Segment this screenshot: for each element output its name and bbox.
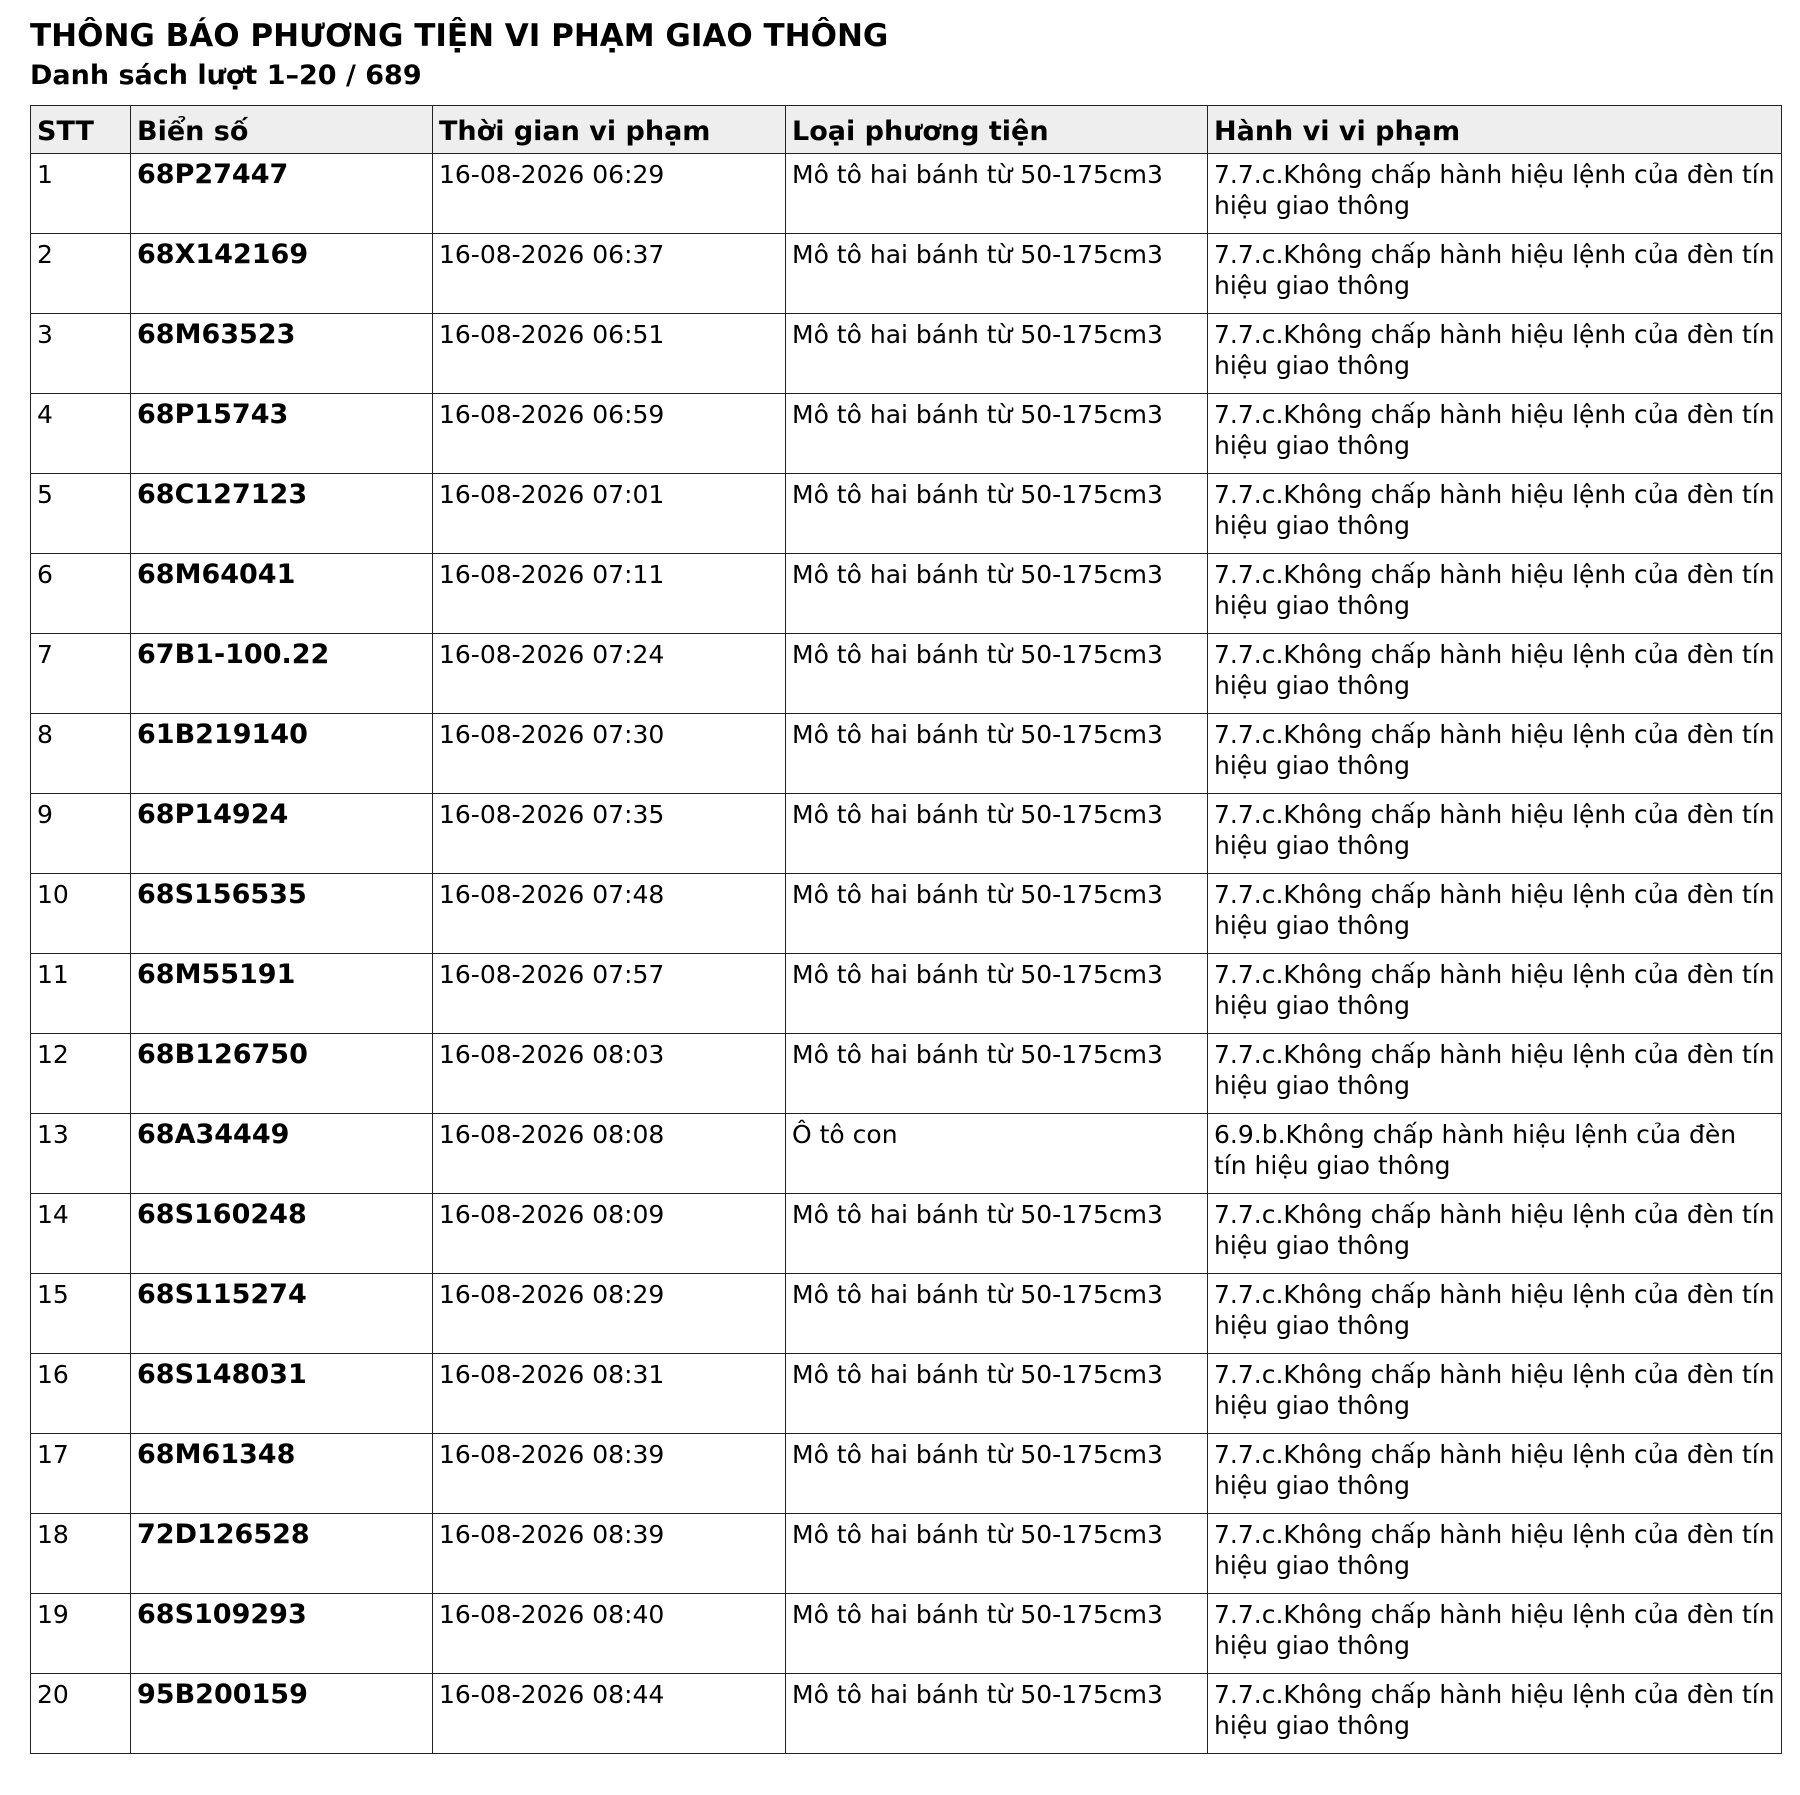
cell-stt: 11 xyxy=(31,954,131,1034)
cell-vehicle-type: Mô tô hai bánh từ 50-175cm3 xyxy=(786,154,1208,234)
cell-time: 16-08-2026 08:39 xyxy=(433,1514,786,1594)
table-row xyxy=(31,954,1782,1034)
cell-stt: 1 xyxy=(31,154,131,234)
cell-plate: 68S115274 xyxy=(131,1274,433,1354)
cell-time: 16-08-2026 07:48 xyxy=(433,874,786,954)
table-header xyxy=(31,106,1782,154)
cell-violation: 6.9.b.Không chấp hành hiệu lệnh của đèn tín hiệu giao thông xyxy=(1208,1114,1782,1194)
cell-violation: 7.7.c.Không chấp hành hiệu lệnh của đèn tín hiệu giao thông xyxy=(1208,954,1782,1034)
cell-plate: 68S109293 xyxy=(131,1594,433,1674)
cell-plate: 68P14924 xyxy=(131,794,433,874)
cell-vehicle-type: Ô tô con xyxy=(786,1114,1208,1194)
cell-vehicle-type: Mô tô hai bánh từ 50-175cm3 xyxy=(786,1514,1208,1594)
cell-violation: 7.7.c.Không chấp hành hiệu lệnh của đèn tín hiệu giao thông xyxy=(1208,874,1782,954)
cell-vehicle-type: Mô tô hai bánh từ 50-175cm3 xyxy=(786,634,1208,714)
cell-time: 16-08-2026 07:24 xyxy=(433,634,786,714)
cell-stt: 8 xyxy=(31,714,131,794)
cell-vehicle-type: Mô tô hai bánh từ 50-175cm3 xyxy=(786,1434,1208,1514)
cell-vehicle-type: Mô tô hai bánh từ 50-175cm3 xyxy=(786,474,1208,554)
cell-plate: 68S148031 xyxy=(131,1354,433,1434)
cell-stt: 7 xyxy=(31,634,131,714)
cell-time: 16-08-2026 07:01 xyxy=(433,474,786,554)
cell-vehicle-type: Mô tô hai bánh từ 50-175cm3 xyxy=(786,234,1208,314)
cell-stt: 16 xyxy=(31,1354,131,1434)
cell-violation: 7.7.c.Không chấp hành hiệu lệnh của đèn tín hiệu giao thông xyxy=(1208,474,1782,554)
cell-stt: 6 xyxy=(31,554,131,634)
cell-plate: 68A34449 xyxy=(131,1114,433,1194)
cell-plate: 95B200159 xyxy=(131,1674,433,1754)
cell-plate: 68M63523 xyxy=(131,314,433,394)
cell-stt: 3 xyxy=(31,314,131,394)
cell-violation: 7.7.c.Không chấp hành hiệu lệnh của đèn tín hiệu giao thông xyxy=(1208,634,1782,714)
violations-table xyxy=(30,105,1782,1754)
cell-vehicle-type: Mô tô hai bánh từ 50-175cm3 xyxy=(786,1274,1208,1354)
table-row xyxy=(31,1434,1782,1514)
cell-time: 16-08-2026 08:08 xyxy=(433,1114,786,1194)
table-body xyxy=(31,154,1782,1754)
table-row xyxy=(31,1354,1782,1434)
cell-vehicle-type: Mô tô hai bánh từ 50-175cm3 xyxy=(786,714,1208,794)
table-row xyxy=(31,394,1782,474)
cell-vehicle-type: Mô tô hai bánh từ 50-175cm3 xyxy=(786,954,1208,1034)
table-row xyxy=(31,634,1782,714)
table-row xyxy=(31,794,1782,874)
column-header-violation: Hành vi vi phạm xyxy=(1208,106,1782,154)
cell-stt: 20 xyxy=(31,1674,131,1754)
cell-stt: 4 xyxy=(31,394,131,474)
cell-plate: 68P15743 xyxy=(131,394,433,474)
cell-plate: 68X142169 xyxy=(131,234,433,314)
cell-time: 16-08-2026 07:57 xyxy=(433,954,786,1034)
cell-plate: 68S156535 xyxy=(131,874,433,954)
column-header-vehicle-type: Loại phương tiện xyxy=(786,106,1208,154)
cell-time: 16-08-2026 08:31 xyxy=(433,1354,786,1434)
cell-vehicle-type: Mô tô hai bánh từ 50-175cm3 xyxy=(786,874,1208,954)
cell-time: 16-08-2026 07:30 xyxy=(433,714,786,794)
cell-time: 16-08-2026 06:51 xyxy=(433,314,786,394)
cell-time: 16-08-2026 06:37 xyxy=(433,234,786,314)
table-header-row xyxy=(31,106,1782,154)
cell-plate: 68P27447 xyxy=(131,154,433,234)
cell-plate: 61B219140 xyxy=(131,714,433,794)
cell-stt: 13 xyxy=(31,1114,131,1194)
cell-violation: 7.7.c.Không chấp hành hiệu lệnh của đèn tín hiệu giao thông xyxy=(1208,1514,1782,1594)
cell-time: 16-08-2026 08:39 xyxy=(433,1434,786,1514)
cell-vehicle-type: Mô tô hai bánh từ 50-175cm3 xyxy=(786,1674,1208,1754)
cell-plate: 72D126528 xyxy=(131,1514,433,1594)
column-header-time: Thời gian vi phạm xyxy=(433,106,786,154)
page-title: THÔNG BÁO PHƯƠNG TIỆN VI PHẠM GIAO THÔNG xyxy=(30,18,889,54)
cell-time: 16-08-2026 08:03 xyxy=(433,1034,786,1114)
cell-plate: 67B1-100.22 xyxy=(131,634,433,714)
cell-time: 16-08-2026 08:44 xyxy=(433,1674,786,1754)
cell-stt: 15 xyxy=(31,1274,131,1354)
cell-plate: 68M61348 xyxy=(131,1434,433,1514)
table-row xyxy=(31,1194,1782,1274)
cell-violation: 7.7.c.Không chấp hành hiệu lệnh của đèn tín hiệu giao thông xyxy=(1208,1194,1782,1274)
cell-vehicle-type: Mô tô hai bánh từ 50-175cm3 xyxy=(786,1354,1208,1434)
cell-stt: 18 xyxy=(31,1514,131,1594)
cell-plate: 68M55191 xyxy=(131,954,433,1034)
cell-plate: 68C127123 xyxy=(131,474,433,554)
cell-violation: 7.7.c.Không chấp hành hiệu lệnh của đèn tín hiệu giao thông xyxy=(1208,1434,1782,1514)
cell-violation: 7.7.c.Không chấp hành hiệu lệnh của đèn tín hiệu giao thông xyxy=(1208,394,1782,474)
cell-violation: 7.7.c.Không chấp hành hiệu lệnh của đèn tín hiệu giao thông xyxy=(1208,794,1782,874)
cell-stt: 14 xyxy=(31,1194,131,1274)
page-subtitle: Danh sách lượt 1–20 / 689 xyxy=(30,60,422,91)
column-header-stt: STT xyxy=(31,106,131,154)
cell-vehicle-type: Mô tô hai bánh từ 50-175cm3 xyxy=(786,794,1208,874)
cell-time: 16-08-2026 08:29 xyxy=(433,1274,786,1354)
cell-vehicle-type: Mô tô hai bánh từ 50-175cm3 xyxy=(786,554,1208,634)
column-header-plate: Biển số xyxy=(131,106,433,154)
document-container xyxy=(30,14,1780,1754)
table-row xyxy=(31,314,1782,394)
table-row xyxy=(31,1114,1782,1194)
cell-violation: 7.7.c.Không chấp hành hiệu lệnh của đèn tín hiệu giao thông xyxy=(1208,314,1782,394)
cell-violation: 7.7.c.Không chấp hành hiệu lệnh của đèn tín hiệu giao thông xyxy=(1208,154,1782,234)
cell-stt: 9 xyxy=(31,794,131,874)
cell-time: 16-08-2026 07:35 xyxy=(433,794,786,874)
cell-violation: 7.7.c.Không chấp hành hiệu lệnh của đèn tín hiệu giao thông xyxy=(1208,554,1782,634)
cell-plate: 68M64041 xyxy=(131,554,433,634)
table-row xyxy=(31,874,1782,954)
cell-time: 16-08-2026 06:29 xyxy=(433,154,786,234)
cell-violation: 7.7.c.Không chấp hành hiệu lệnh của đèn tín hiệu giao thông xyxy=(1208,1274,1782,1354)
cell-stt: 19 xyxy=(31,1594,131,1674)
cell-stt: 5 xyxy=(31,474,131,554)
cell-violation: 7.7.c.Không chấp hành hiệu lệnh của đèn tín hiệu giao thông xyxy=(1208,1674,1782,1754)
table-row xyxy=(31,1514,1782,1594)
cell-violation: 7.7.c.Không chấp hành hiệu lệnh của đèn tín hiệu giao thông xyxy=(1208,714,1782,794)
table-row xyxy=(31,714,1782,794)
table-row xyxy=(31,1034,1782,1114)
cell-vehicle-type: Mô tô hai bánh từ 50-175cm3 xyxy=(786,394,1208,474)
cell-stt: 17 xyxy=(31,1434,131,1514)
cell-time: 16-08-2026 08:09 xyxy=(433,1194,786,1274)
cell-violation: 7.7.c.Không chấp hành hiệu lệnh của đèn tín hiệu giao thông xyxy=(1208,1354,1782,1434)
cell-stt: 2 xyxy=(31,234,131,314)
cell-vehicle-type: Mô tô hai bánh từ 50-175cm3 xyxy=(786,314,1208,394)
cell-plate: 68S160248 xyxy=(131,1194,433,1274)
cell-violation: 7.7.c.Không chấp hành hiệu lệnh của đèn tín hiệu giao thông xyxy=(1208,234,1782,314)
table-row xyxy=(31,1274,1782,1354)
cell-vehicle-type: Mô tô hai bánh từ 50-175cm3 xyxy=(786,1034,1208,1114)
cell-stt: 10 xyxy=(31,874,131,954)
cell-violation: 7.7.c.Không chấp hành hiệu lệnh của đèn tín hiệu giao thông xyxy=(1208,1594,1782,1674)
cell-time: 16-08-2026 06:59 xyxy=(433,394,786,474)
cell-plate: 68B126750 xyxy=(131,1034,433,1114)
table-row xyxy=(31,474,1782,554)
table-row xyxy=(31,1674,1782,1754)
cell-stt: 12 xyxy=(31,1034,131,1114)
table-row xyxy=(31,234,1782,314)
table-row xyxy=(31,154,1782,234)
cell-violation: 7.7.c.Không chấp hành hiệu lệnh của đèn tín hiệu giao thông xyxy=(1208,1034,1782,1114)
table-row xyxy=(31,554,1782,634)
table-row xyxy=(31,1594,1782,1674)
cell-vehicle-type: Mô tô hai bánh từ 50-175cm3 xyxy=(786,1594,1208,1674)
cell-vehicle-type: Mô tô hai bánh từ 50-175cm3 xyxy=(786,1194,1208,1274)
cell-time: 16-08-2026 08:40 xyxy=(433,1594,786,1674)
cell-time: 16-08-2026 07:11 xyxy=(433,554,786,634)
